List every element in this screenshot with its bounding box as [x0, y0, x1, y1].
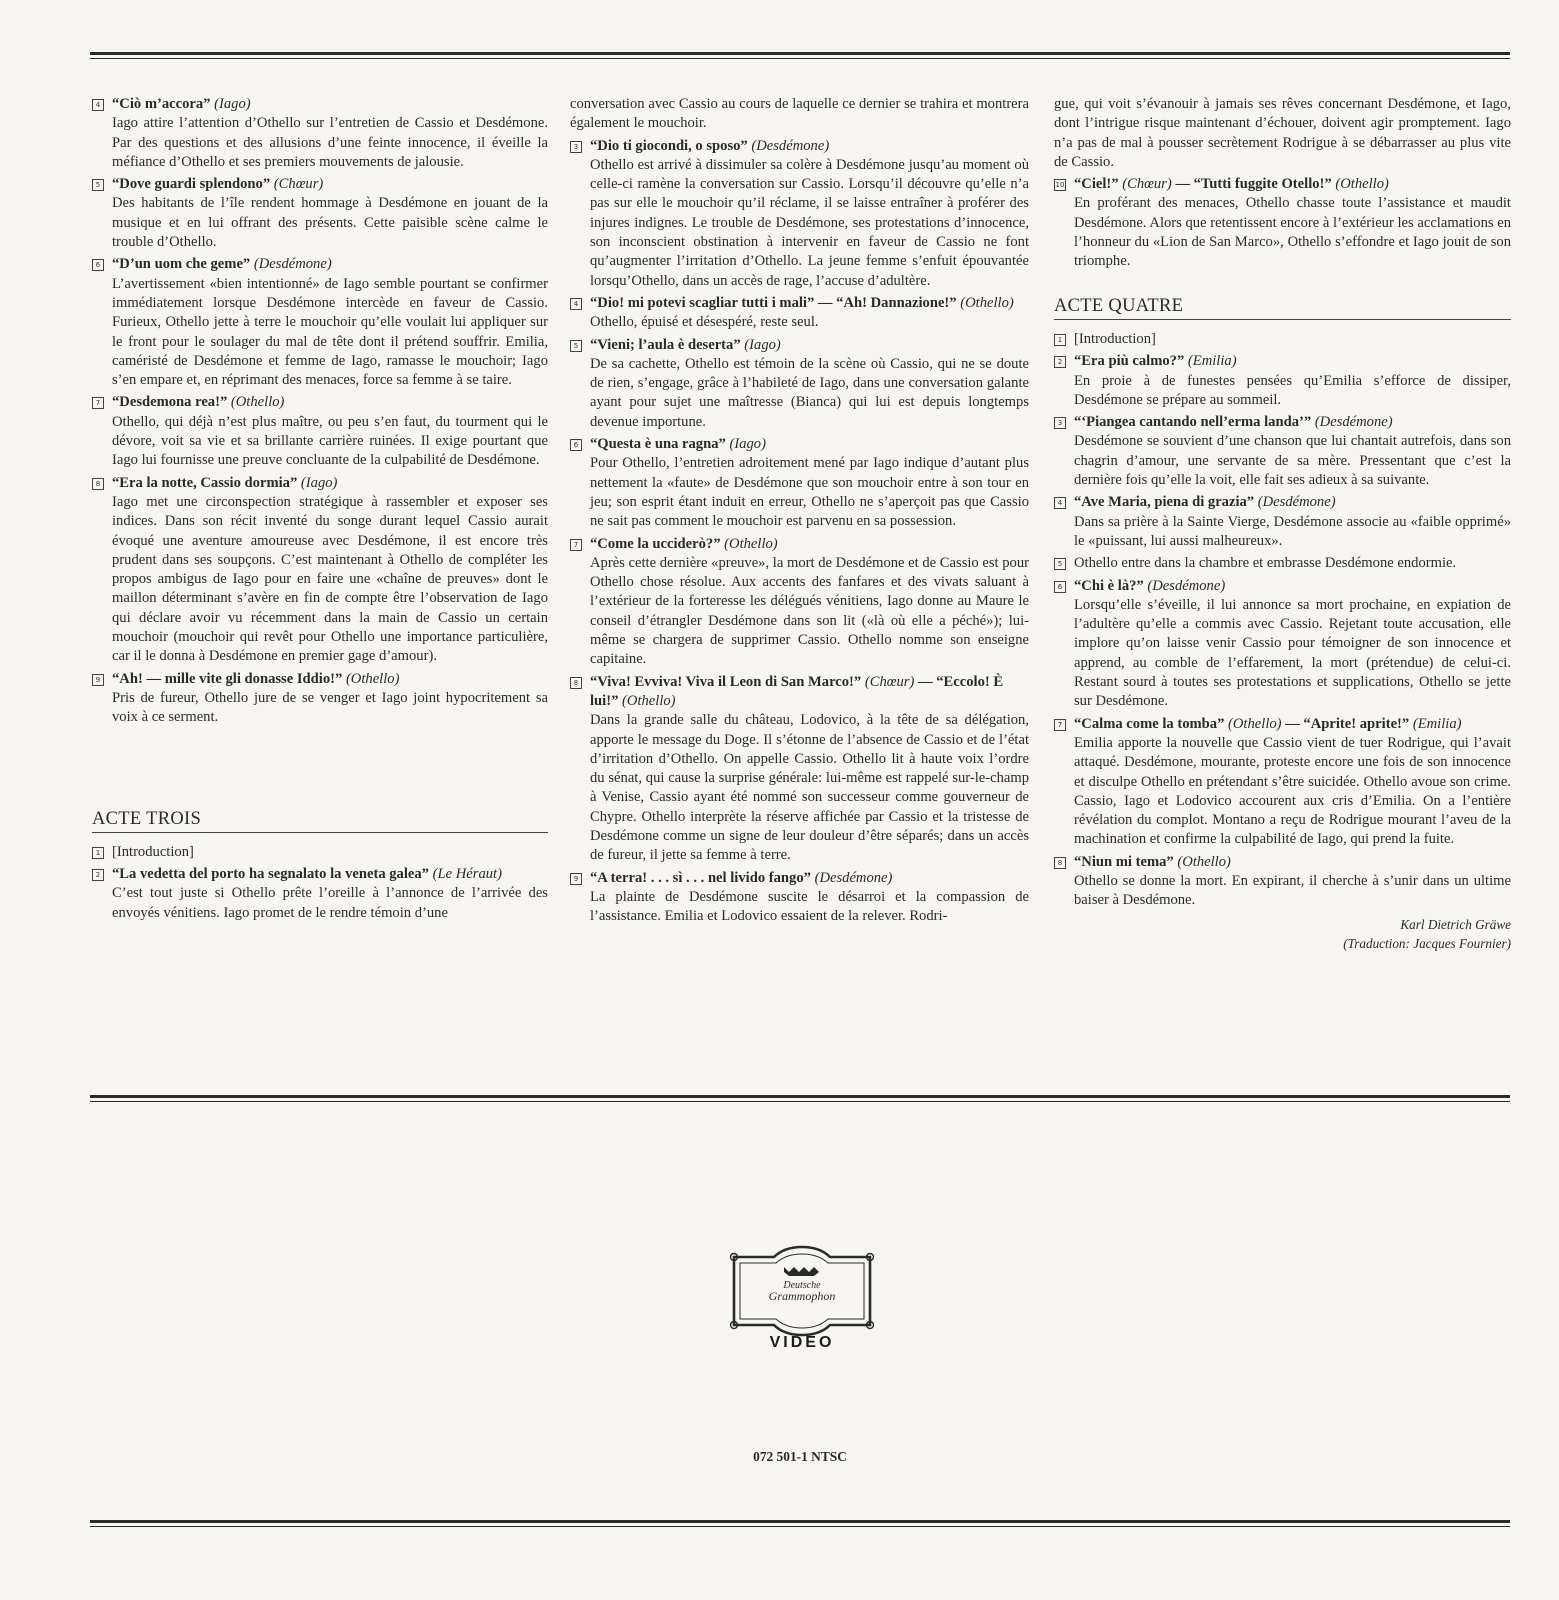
- track-description: Othello est arrivé à dissimuler sa colère à Desdémone jusqu’au moment où celle-ci ramène la conversation sur Cassio. Lorsqu’il découvre qu’elle n’a pas sur elle le mouchoir qu’il réclame, il se laisse entraîner à proférer des injures indignes. Le trouble de Desdémone, ses protestations d’innocence, son inconscient obstination à intervenir en faveur de Cassio ne font qu’augmenter l’irritation d’Othello. La jeune femme s’enfuit épouvantée lorsqu’Othello, dans un accès de rage, l’accuse d’adultère.: [590, 156, 1029, 289]
- track-number-box: 6: [92, 259, 104, 271]
- track-role: (Le Héraut): [432, 866, 502, 883]
- track-description: Othello se donne la mort. En expirant, il cherche à s’unir dans un ultime baiser à Desdémone.: [1074, 872, 1511, 909]
- track-entry: [92, 843, 548, 862]
- track-role: (Othello): [724, 535, 778, 552]
- continued-text: [1054, 95, 1511, 172]
- track-title: “La vedetta del porto ha segnalato la veneta galea”: [112, 866, 429, 883]
- track-role: (Iago): [300, 474, 338, 491]
- track-description: [Introduction]: [1074, 330, 1156, 347]
- track-description: Desdémone se souvient d’une chanson que lui chantait autrefois, dans son chagrin d’amour, une servante de sa mère. Pressentant que c’est la dernière fois qu’elle la voit, elle fait ses adieux à sa suivante.: [1074, 433, 1511, 489]
- track-title: “Ave Maria, piena di grazia”: [1074, 494, 1255, 511]
- column-middle: [570, 95, 1029, 929]
- track-title: “‘Piangea cantando nell’erma landa’”: [1074, 414, 1312, 431]
- track-role: (Desdémone): [1147, 577, 1226, 594]
- track-number-box: 1: [92, 847, 104, 859]
- track-title-2: — “Eccolo! È lui!”: [590, 673, 1004, 709]
- track-number-box: 4: [570, 298, 582, 310]
- track-title: “D’un uom che geme”: [112, 256, 251, 273]
- track-entry: [570, 535, 1029, 670]
- track-entry: [570, 435, 1029, 531]
- track-heading: [112, 865, 548, 884]
- track-role: (Iago): [744, 336, 781, 353]
- track-entry: [92, 670, 548, 728]
- track-heading: [1074, 577, 1511, 596]
- track-description: De sa cachette, Othello est témoin de la scène où Cassio, qui ne se doute de rien, s’engage, grâce à l’habileté de Iago, dans une conversation galante ayant pour sujet une maîtresse (Bianca) qui lui est depuis longtemps devenue importune.: [590, 355, 1029, 430]
- track-heading: [1074, 853, 1511, 872]
- track-description: Dans sa prière à la Sainte Vierge, Desdémone associe au «faible opprimé» le «puissant, lui aussi malheureux».: [1074, 513, 1511, 549]
- track-description: C’est tout juste si Othello prête l’oreille à l’annonce de l’arrivée des envoyés vénitiens. Iago promet de le rendre témoin d’une: [112, 885, 548, 921]
- track-role: (Chœur): [864, 673, 915, 690]
- middle-rule: [90, 1095, 1510, 1102]
- track-role: (Othello): [960, 294, 1014, 311]
- top-rule: [90, 52, 1510, 59]
- track-role-2: (Emilia): [1412, 715, 1462, 732]
- track-title: “Ah! — mille vite gli donasse Iddio!”: [112, 670, 343, 687]
- section-heading-acte-quatre: ACTE QUATRE: [1054, 297, 1511, 320]
- track-title: “Dio ti giocondi, o sposo”: [590, 137, 748, 154]
- track-entry: [1054, 352, 1511, 410]
- logo-line1: Deutsche: [783, 1280, 821, 1291]
- track-role: (Desdémone): [1314, 414, 1393, 431]
- track-description: Othello entre dans la chambre et embrasse Desdémone endormie.: [1074, 555, 1457, 572]
- track-number-box: 8: [92, 478, 104, 490]
- track-role: (Desdémone): [253, 256, 332, 273]
- track-heading: [112, 255, 548, 274]
- track-heading: [590, 336, 1029, 355]
- column-left: [92, 95, 548, 926]
- track-description: [Introduction]: [112, 843, 194, 860]
- track-number-box: 9: [570, 873, 582, 885]
- track-title: “Ciel!”: [1074, 176, 1119, 193]
- track-heading: [1074, 715, 1511, 734]
- track-number-box: 8: [1054, 857, 1066, 869]
- column-right: [1054, 95, 1511, 953]
- track-title: “Viva! Evviva! Viva il Leon di San Marco!”: [590, 673, 862, 690]
- track-entry: [570, 673, 1029, 866]
- track-role: (Othello): [1177, 853, 1231, 870]
- track-number-box: 2: [92, 869, 104, 881]
- track-title: “Vieni; l’aula è deserta”: [590, 336, 741, 353]
- track-heading: [112, 670, 548, 689]
- track-heading: [590, 294, 1029, 313]
- track-title-2: — “Aprite! aprite!”: [1285, 715, 1410, 732]
- catalog-number: 072 501-1 NTSC: [753, 1449, 847, 1464]
- track-title-2: — “Tutti fuggite Otello!”: [1175, 176, 1332, 193]
- track-entry: [92, 865, 548, 923]
- track-description: Des habitants de l’île rendent hommage à Desdémone en jouant de la musique et en lui offrant des présents. Cette paisible scène calme le trouble d’Othello.: [112, 195, 548, 251]
- track-role-2: (Othello): [1335, 176, 1389, 193]
- track-role: (Desdémone): [1257, 494, 1336, 511]
- track-title: “A terra! . . . sì . . . nel livido fango”: [590, 869, 811, 886]
- track-heading: [590, 673, 1029, 712]
- track-role: (Chœur): [273, 176, 324, 193]
- track-role: (Iago): [214, 96, 251, 112]
- track-heading: [590, 137, 1029, 156]
- track-description: Othello, qui déjà n’est plus maître, ou peu s’en faut, du tourment qui le dévore, voit sa vie et sa brillante carrière ruinées. Il exige pourtant que Iago lui fournisse une preuve concluante de la culpabilité de Desdémone.: [112, 413, 548, 469]
- track-heading: [1074, 352, 1511, 371]
- track-description: Iago attire l’attention d’Othello sur l’entretien de Cassio et Desdémone. Par des questions et des allusions d’une feinte innocence, il éveille la méfiance d’Othello et ses premiers mouvements de jalousie.: [112, 115, 548, 170]
- track-entry: [1054, 853, 1511, 911]
- track-description: Emilia apporte la nouvelle que Cassio vient de tuer Rodrigue, qui l’avait attaqué. Desdémone, mourante, proteste encore une fois de son innocence et disculpe Othello en prétendant s’être suicidée. Othello avoue son crime. Cassio, Iago et Lodovico accourent aux cris d’Emilia. On a l’entière révélation du complot. Montano a reçu de Rodrigue mourant l’aveu de la machination et confirme la culpabilité de Iago, qui prend la fuite.: [1074, 734, 1511, 848]
- track-role: (Chœur): [1122, 176, 1172, 193]
- track-entry: [1054, 554, 1511, 573]
- track-description: Lorsqu’elle s’éveille, il lui annonce sa mort prochaine, en expiation de l’adultère qu’elle a commis avec Cassio. Rejetant toute accusation, elle implore qu’on laisse venir Cassio pour témoigner de son innocence et apprend, au comble de l’effarement, la mort (prétendue) de celui-ci. Restant sourd à toutes ses protestations et supplications, Othello se jette sur Desdémone.: [1074, 596, 1511, 710]
- track-heading: [1074, 413, 1511, 432]
- track-description: En proférant des menaces, Othello chasse toute l’assistance et maudit Desdémone. Alors que retentissent encore à l’extérieur les acclamations en l’honneur du «Lion de San Marco», Othello s’effondre et Iago jouit de son triomphe.: [1074, 195, 1511, 270]
- track-number-box: 1: [1054, 334, 1066, 346]
- track-number-box: 2: [1054, 356, 1066, 368]
- track-title: “Niun mi tema”: [1074, 853, 1174, 870]
- track-number-box: 6: [570, 439, 582, 451]
- track-entry: [1054, 413, 1511, 490]
- track-role: (Desdémone): [814, 869, 893, 886]
- track-title: “Come la ucciderò?”: [590, 535, 721, 552]
- track-entry: [570, 294, 1029, 333]
- track-title: “Dove guardi splendono”: [112, 176, 271, 193]
- track-entry: [92, 95, 548, 172]
- track-heading: [590, 435, 1029, 454]
- logo-video-label: VIDEO: [769, 1334, 835, 1351]
- track-number-box: 4: [92, 99, 104, 111]
- track-description: Dans la grande salle du château, Lodovico, à la tête de sa délégation, apporte le message du Doge. Il s’étonne de l’absence de Cassio et de l’état d’irritation d’Othello. On appelle Cassio. Othello lit à haute voix l’ordre du sénat, qui cause la surprise générale: lui-même est rappelé sur-le-champ à Venise, Cassio ayant été nommé son successeur comme gouverneur de Chypre. Othello interprète la réserve affichée par Cassio et la tristesse de Desdémone comme un signe de leur douleur d’être séparés; dans un accès de fureur, il jette sa femme à terre.: [590, 712, 1029, 864]
- track-heading: [590, 869, 1029, 888]
- track-entry: [1054, 175, 1511, 271]
- track-entry: [1054, 493, 1511, 551]
- entries-act3: [92, 843, 548, 923]
- entries-act3-end: [1054, 175, 1511, 271]
- track-role-2: (Othello): [622, 692, 676, 709]
- track-title: “Questa è una ragna”: [590, 436, 726, 453]
- track-title: “Dio! mi potevi scagliar tutti i mali” — “Ah! Dannazione!”: [590, 294, 957, 311]
- track-title: “Desdemona rea!”: [112, 394, 228, 411]
- track-description: Iago met une circonspection stratégique à rassembler et exposer ses indices. Dans son récit inventé du songe durant lequel Cassio aurait évoqué une aventure amoureuse avec Desdémone, il est encore très prudent dans ses soupçons. C’est maintenant à Othello de compléter les propos ambigus de Iago pour en faire une «chaîne de preuves» dont le maillon déterminant s’avère en fin de compte être l’observation de Iago qui déclare avoir vu récemment dans la main de Cassio un certain mouchoir (mouchoir qui revêt pour Othello une importance particulière, car il le donna à Desdémone en premier gage d’amour).: [112, 493, 548, 665]
- entries-act4: [1054, 330, 1511, 911]
- track-entry: [570, 869, 1029, 927]
- section-heading-acte-trois: ACTE TROIS: [92, 810, 548, 833]
- continued-text-body: gue, qui voit s’évanouir à jamais ses rêves concernant Desdémone, et Iago, dont l’intrigue risque maintenant d’échouer, doivent agir promptement. Iago n’a pas de mal à pousser secrètement Rodrigue à se débarrasser au plus vite de Cassio.: [1054, 96, 1511, 170]
- track-number-box: 9: [92, 674, 104, 686]
- track-title: “Ciò m’accora”: [112, 96, 211, 112]
- author-credit: Karl Dietrich Gräwe: [1400, 916, 1511, 932]
- continued-text-body: conversation avec Cassio au cours de laquelle ce dernier se trahira et montrera également le mouchoir.: [570, 96, 1029, 132]
- track-title: “Era la notte, Cassio dormia”: [112, 474, 298, 491]
- logo-frame-icon: [724, 1243, 880, 1351]
- track-heading: [1074, 175, 1511, 194]
- track-entry: [570, 137, 1029, 291]
- track-role: (Othello): [345, 670, 400, 687]
- track-description: Après cette dernière «preuve», la mort de Desdémone et de Cassio est pour Othello chose résolue. Aux accents des fanfares et des vivats saluant à l’extérieur de la forteresse les délégués vénitiens, Iago donne au Maure le conseil d’étrangler Desdémone dans son lit («là où elle a péché»); lui-même se chargera de supprimer Cassio. Othello nomme son enseigne capitaine.: [590, 554, 1029, 668]
- translator-credit: (Traduction: Jacques Fournier): [1343, 935, 1511, 951]
- track-role: (Othello): [1228, 715, 1282, 732]
- entries-act3-continued: [570, 137, 1029, 927]
- track-heading: [112, 175, 548, 194]
- track-role: (Othello): [230, 394, 285, 411]
- track-number-box: 3: [570, 141, 582, 153]
- track-number-box: 10: [1055, 181, 1065, 190]
- track-heading: [590, 535, 1029, 554]
- track-title: “Chi è là?”: [1074, 577, 1144, 594]
- track-description: La plainte de Desdémone suscite le désarroi et la compassion de l’assistance. Emilia et Lodovico essaient de la relever. Rodri-: [590, 888, 1029, 925]
- track-entry: [1054, 715, 1511, 850]
- track-number-box: 5: [92, 179, 104, 191]
- track-number-box: 7: [570, 539, 582, 551]
- track-description: L’avertissement «bien intentionné» de Iago semble pourtant se confirmer immédiatement lorsque Desdémone intercède en faveur de Cassio. Furieux, Othello jette à terre le mouchoir qu’elle voulait lui appliquer sur le front pour le soulager du mal de tête dont il prétend souffrir. Emilia, caméristé de Desdémone et femme de Iago, ramasse le mouchoir; Iago s’en empare et, en réprimant des menaces, force sa femme à se taire.: [112, 275, 548, 389]
- track-number-box: 8: [570, 677, 582, 689]
- track-entry: [92, 393, 548, 470]
- bottom-rule: [90, 1520, 1510, 1527]
- track-number-box: 6: [1054, 581, 1066, 593]
- track-entry: [1054, 330, 1511, 349]
- track-role: (Iago): [729, 436, 766, 453]
- continued-text: [570, 95, 1029, 134]
- track-description: Pour Othello, l’entretien adroitement mené par Iago indique d’autant plus nettement la «faute» de Desdémone que son mouchoir entre à son tour en jeu; son esprit étant induit en erreur, Othello ne s’aperçoit pas que Cassio ne sait pas comment le mouchoir est parvenu en sa possession.: [590, 455, 1029, 530]
- track-number-box: 3: [1054, 417, 1066, 429]
- track-entry: [570, 336, 1029, 432]
- track-heading: [112, 95, 548, 114]
- track-description: Othello, épuisé et désespéré, reste seul.: [590, 314, 819, 331]
- deutsche-grammophon-video-logo: [724, 1243, 880, 1351]
- track-heading: [112, 393, 548, 412]
- track-description: En proie à de funestes pensées qu’Emilia s’efforce de dissiper, Desdémone se prépare au sommeil.: [1074, 372, 1511, 408]
- track-title: “Calma come la tomba”: [1074, 715, 1225, 732]
- track-role: (Desdémone): [751, 137, 830, 154]
- track-number-box: 4: [1054, 497, 1066, 509]
- track-entry: [92, 175, 548, 252]
- track-heading: [1074, 493, 1511, 512]
- entries-act2: [92, 95, 548, 728]
- logo-line2: Grammophon: [768, 1289, 836, 1303]
- track-description: Pris de fureur, Othello jure de se venger et Iago joint hypocritement sa voix à ce serment.: [112, 689, 548, 726]
- track-title: “Era più calmo?”: [1074, 353, 1185, 370]
- track-entry: [92, 255, 548, 390]
- track-number-box: 5: [1054, 558, 1066, 570]
- track-number-box: 7: [92, 397, 104, 409]
- track-heading: [112, 474, 548, 493]
- track-entry: [1054, 577, 1511, 712]
- track-entry: [92, 474, 548, 667]
- track-number-box: 7: [1054, 719, 1066, 731]
- track-role: (Emilia): [1187, 353, 1237, 370]
- track-number-box: 5: [570, 340, 582, 352]
